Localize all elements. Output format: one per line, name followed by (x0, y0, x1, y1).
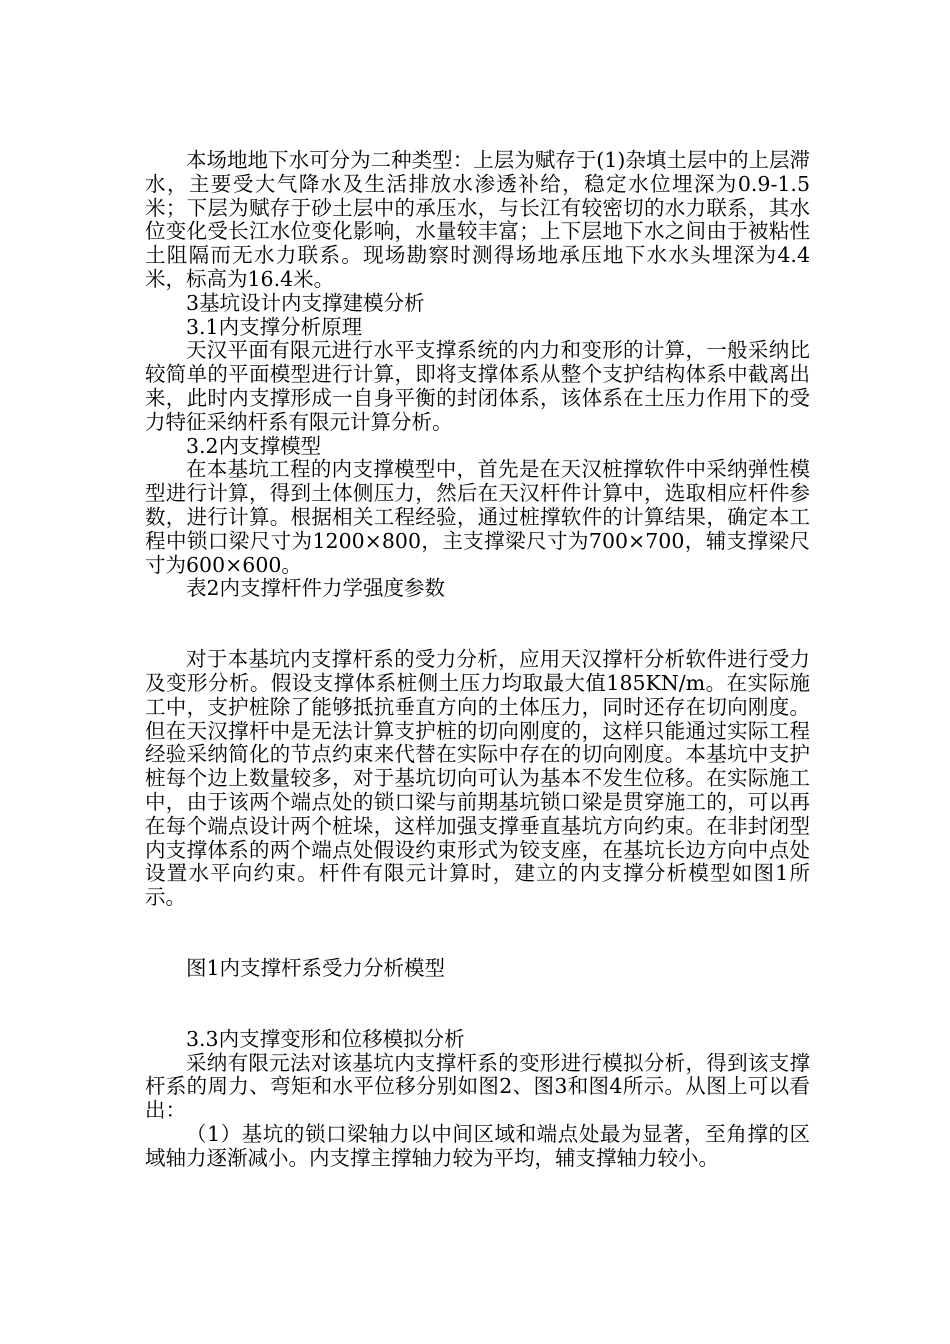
document-page (145, 149, 810, 1170)
table-placeholder (145, 601, 810, 648)
section-3-1-heading: 3.1内支撑分析原理 (186, 314, 363, 339)
figure-placeholder-top (145, 910, 810, 957)
figure-placeholder-bottom (145, 981, 810, 1028)
paragraph-section-3-2: 在本基坑工程的内支撑模型中，首先是在天汉桩撑软件中采纳弹性模型进行计算，得到土体侧压力，然后在天汉杆件计算中，选取相应杆件参数，进行计算。根据相关工程经验，通过桩撑软件的计算结果，确定本工程中锁口梁尺寸为1200×800，主支撑梁尺寸为700×700，辅支撑梁尺寸为600×600。 (145, 457, 810, 577)
paragraph-groundwater: 本场地地下水可分为二种类型：上层为赋存于(1)杂填土层中的上层滞水，主要受大气降水及生活排放水渗透补给，稳定水位埋深为0.9-1.5米；下层为赋存于砂土层中的承压水，与长江有较密切的水力联系，其水位变化受长江水位变化影响，水量较丰富；上下层地下水之间由于被粘性土阻隔而无水力联系。现场勘察时测得场地承压地下水水头埋深为4.4米，标高为16.4米。 (145, 148, 810, 291)
paragraph-section-3-3: 采纳有限元法对该基坑内支撑杆系的变形进行模拟分析，得到该支撑杆系的周力、弯矩和水平位移分别如图2、图3和图4所示。从图上可以看出： (145, 1050, 810, 1123)
table-2-caption: 表2内支撑杆件力学强度参数 (186, 576, 446, 601)
paragraph-point-1: （1）基坑的锁口梁轴力以中间区域和端点处最为显著，至角撑的区域轴力逐渐减小。内支撑主撑轴力较为平均，辅支撑轴力较小。 (145, 1121, 810, 1170)
paragraph-analysis: 对于本基坑内支撑杆系的受力分析，应用天汉撑杆分析软件进行受力及变形分析。假设支撑体系桩侧土压力均取最大值185KN/m。在实际施工中，支护桩除了能够抵抗垂直方向的土体压力，同时还存在切向刚度。但在天汉撑杆中是无法计算支护桩的切向刚度的，这样只能通过实际工程经验采纳简化的节点约束来代替在实际中存在的切向刚度。本基坑中支护桩每个边上数量较多，对于基坑切向可认为基本不发生位移。在实际施工中，由于该两个端点处的锁口梁与前期基坑锁口梁是贯穿施工的，可以再在每个端点设计两个桩垛，这样加强支撑垂直基坑方向约束。在非封闭型内支撑体系的两个端点处假设约束形式为铰支座，在基坑长边方向中点处设置水平向约束。杆件有限元计算时，建立的内支撑分析模型如图1所示。 (145, 647, 810, 910)
figure-1-caption: 图1内支撑杆系受力分析模型 (186, 955, 446, 980)
paragraph-section-3-1: 天汉平面有限元进行水平支撑系统的内力和变形的计算，一般采纳比较简单的平面模型进行计算，即将支撑体系从整个支护结构体系中截离出来，此时内支撑形成一自身平衡的封闭体系，该体系在土压力作用下的受力特征采纳杆系有限元计算分析。 (145, 338, 810, 434)
section-3-3-heading: 3.3内支撑变形和位移模拟分析 (186, 1026, 465, 1051)
section-3-2-heading: 3.2内支撑模型 (186, 433, 322, 458)
section-3-heading: 3基坑设计内支撑建模分析 (186, 290, 425, 315)
